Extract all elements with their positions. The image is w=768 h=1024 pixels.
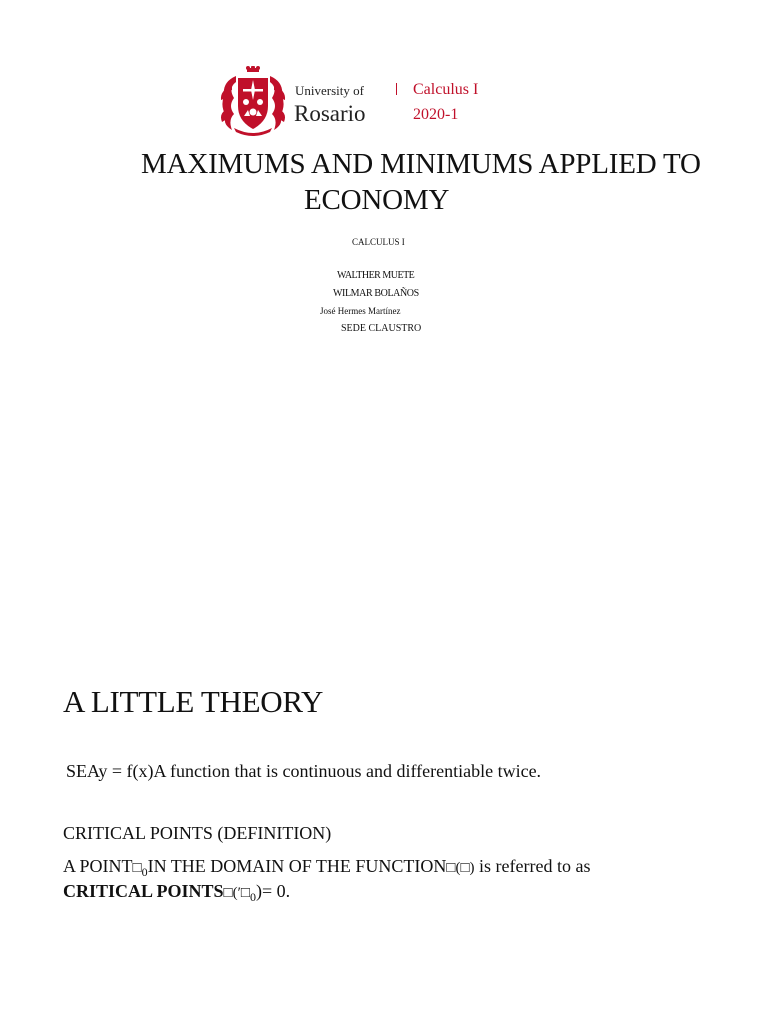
author-name: WALTHER MUETE bbox=[337, 270, 415, 281]
university-name: Rosario bbox=[294, 101, 366, 126]
subtitle: CALCULUS I bbox=[352, 237, 405, 247]
definition-text: A POINT bbox=[63, 856, 133, 876]
math-subscript: 0 bbox=[249, 890, 256, 904]
author-name: José Hermes Martínez bbox=[320, 306, 401, 316]
math-placeholder: □(′□ bbox=[223, 885, 250, 901]
critical-points-definition-line-2 bbox=[63, 881, 290, 905]
critical-points-definition-line-1 bbox=[63, 856, 590, 880]
math-placeholder: □(□) bbox=[446, 860, 475, 876]
definition-text: is referred to as bbox=[474, 856, 591, 876]
theory-paragraph: SEAy = f(x)A function that is continuous and differentiable twice. bbox=[66, 761, 542, 781]
critical-points-heading: CRITICAL POINTS (DEFINITION) bbox=[63, 823, 332, 843]
math-subscript: 0 bbox=[141, 865, 148, 879]
definition-text: IN THE DOMAIN OF THE FUNCTION bbox=[147, 856, 447, 876]
document-title-line-1: MAXIMUMS AND MINIMUMS APPLIED TO bbox=[141, 148, 701, 180]
math-placeholder: □ bbox=[132, 860, 142, 876]
definition-text: )= 0. bbox=[255, 881, 291, 901]
campus-label: SEDE CLAUSTRO bbox=[341, 323, 422, 334]
university-of-label: University of bbox=[295, 83, 364, 98]
section-heading: A LITTLE THEORY bbox=[63, 684, 324, 719]
university-crest-icon bbox=[218, 66, 288, 136]
logo-divider bbox=[396, 83, 397, 95]
author-name: WILMAR BOLAÑOS bbox=[333, 288, 419, 299]
document-title-line-2: ECONOMY bbox=[304, 184, 450, 216]
critical-points-term: CRITICAL POINTS bbox=[63, 881, 224, 901]
course-term: 2020-1 bbox=[413, 106, 459, 123]
course-name: Calculus I bbox=[413, 81, 479, 98]
